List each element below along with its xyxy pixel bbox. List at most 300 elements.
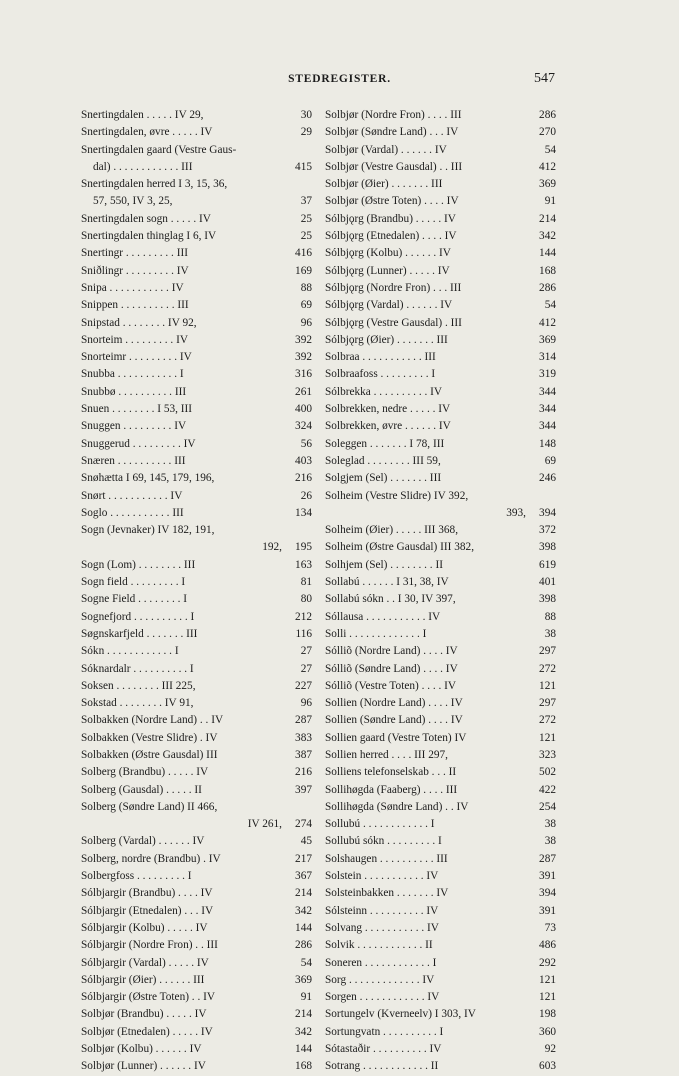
entry-text: Solbjør (Søndre Land) . . . IV [325, 126, 459, 139]
index-entry [81, 539, 312, 556]
index-entry [325, 418, 556, 435]
entry-text: Sólbjargir (Nordre Fron) . . III [81, 939, 218, 952]
entry-text: Sólbjargir (Vardal) . . . . . IV [81, 956, 209, 969]
entry-text: Sólbjǫrg (Vardal) . . . . . . IV [325, 299, 453, 312]
entry-page-ref: 286 [537, 107, 556, 124]
entry-text: Sollien (Søndre Land) . . . . IV [325, 714, 463, 727]
entry-text: Sniðlingr . . . . . . . . . IV [81, 264, 189, 277]
index-entry [81, 436, 312, 453]
entry-text: Sogn field . . . . . . . . . I [81, 576, 186, 589]
index-entry [81, 972, 312, 989]
entry-page-ref: 144 [293, 920, 312, 937]
entry-page-ref: 319 [537, 366, 556, 383]
index-entry [81, 989, 312, 1006]
entry-page-ref: 416 [293, 245, 312, 262]
index-entry [81, 505, 312, 522]
entry-text: Solberg (Vardal) . . . . . . IV [81, 835, 205, 848]
entry-page-ref: 29 [299, 124, 312, 141]
entry-text: Snorteim . . . . . . . . . IV [81, 333, 189, 346]
entry-text: Sorgen . . . . . . . . . . . . IV [325, 991, 440, 1004]
index-entry [325, 712, 556, 729]
index-entry [81, 695, 312, 712]
entry-text: Sollihøgda (Faaberg) . . . . III [325, 783, 458, 796]
index-entry [81, 678, 312, 695]
index-entry [325, 885, 556, 902]
entry-page-ref: 121 [537, 730, 556, 747]
index-entry [81, 868, 312, 885]
entry-page-ref: 314 [537, 349, 556, 366]
index-entry [81, 470, 312, 487]
index-entry [325, 799, 556, 816]
entry-text: Sollubú sókn . . . . . . . . . I [325, 835, 442, 848]
entry-text: Sólbjǫrg (Brandbu) . . . . . IV [325, 212, 456, 225]
entry-page-ref: 412 [537, 159, 556, 176]
index-entry [81, 349, 312, 366]
entry-page-ref: 37 [299, 193, 312, 210]
entry-text: Solheim (Vestre Slidre) IV 392, [325, 489, 469, 502]
entry-text: Solbergfoss . . . . . . . . . I [81, 870, 192, 883]
index-entry [325, 1006, 556, 1023]
index-entry [81, 332, 312, 349]
page-title: STEDREGISTER. [288, 73, 391, 85]
entry-text: Solbjør (Etnedalen) . . . . . IV [81, 1025, 213, 1038]
index-entry [81, 730, 312, 747]
entry-text: Solgjem (Sel) . . . . . . . III [325, 472, 442, 485]
entry-page-ref: 342 [293, 1024, 312, 1041]
entry-text: Sortungelv (Kverneelv) I 303, IV [325, 1008, 476, 1021]
entry-text: Snuen . . . . . . . . I 53, III [81, 403, 193, 416]
entry-text: Solbjør (Øier) . . . . . . . III [325, 178, 443, 191]
entry-text: Sólbjǫrg (Kolbu) . . . . . . IV [325, 247, 451, 260]
index-entry [325, 661, 556, 678]
index-entry [81, 488, 312, 505]
entry-text: Solberg (Gausdal) . . . . . II [81, 783, 202, 796]
entry-text: Solbakken (Østre Gausdal) III [81, 748, 218, 761]
entry-text: Søgnskarfjeld . . . . . . . III [81, 627, 198, 640]
index-entry [325, 782, 556, 799]
index-entry [81, 557, 312, 574]
index-entry [325, 263, 556, 280]
entry-text: Solberg, nordre (Brandbu) . IV [81, 852, 221, 865]
entry-text: Sognefjord . . . . . . . . . . I [81, 610, 195, 623]
entry-page-ref: 391 [537, 868, 556, 885]
entry-page-ref: 287 [537, 851, 556, 868]
index-entry [325, 903, 556, 920]
entry-page-ref: 344 [537, 418, 556, 435]
entry-page-ref: 342 [293, 903, 312, 920]
entry-text: Sólbjǫrg (Øier) . . . . . . . III [325, 333, 448, 346]
index-entry [325, 574, 556, 591]
entry-text: Snøhætta I 69, 145, 179, 196, [81, 472, 215, 485]
entry-page-ref: 38 [543, 816, 556, 833]
entry-text: Sólbjargir (Brandbu) . . . . IV [81, 887, 213, 900]
entry-page-ref: 323 [537, 747, 556, 764]
index-entry [81, 833, 312, 850]
entry-text: Solbjør (Kolbu) . . . . . . IV [81, 1043, 202, 1056]
entry-page-ref: 212 [293, 609, 312, 626]
entry-text: Solbakken (Vestre Slidre) . IV [81, 731, 218, 744]
entry-page-ref: 116 [293, 626, 312, 643]
entry-page-ref: 168 [537, 263, 556, 280]
index-entry [81, 591, 312, 608]
index-entry [81, 747, 312, 764]
index-entry [81, 124, 312, 141]
entry-text: Solbjør (Lunner) . . . . . . IV [81, 1060, 206, 1073]
entry-page-ref: 369 [537, 332, 556, 349]
entry-page-ref: 272 [537, 712, 556, 729]
entry-text: Solsteinbakken . . . . . . . IV [325, 887, 449, 900]
entry-text: Snippen . . . . . . . . . . III [81, 299, 189, 312]
entry-text: Snipa . . . . . . . . . . . IV [81, 281, 184, 294]
entry-text: Sokstad . . . . . . . . IV 91, [81, 697, 194, 710]
entry-page-ref: 121 [537, 972, 556, 989]
entry-page-ref: 270 [537, 124, 556, 141]
index-entry [325, 695, 556, 712]
entry-text: Solberg (Brandbu) . . . . . IV [81, 766, 209, 779]
index-entry [325, 280, 556, 297]
index-entry [81, 366, 312, 383]
index-entry [325, 955, 556, 972]
entry-page-ref: 412 [537, 315, 556, 332]
entry-page-ref: 274 [295, 818, 312, 831]
index-entry [325, 332, 556, 349]
index-entry [81, 522, 312, 539]
entry-page-ref: 69 [299, 297, 312, 314]
entry-page-ref: 400 [293, 401, 312, 418]
entry-text: Solheim (Øier) . . . . . III 368, [325, 524, 459, 537]
entry-text: Sollien (Nordre Land) . . . . IV [325, 697, 463, 710]
entry-page-ref: 286 [537, 280, 556, 297]
entry-page-ref: 502 [537, 764, 556, 781]
entry-page-ref: 148 [537, 436, 556, 453]
entry-text: Solberg (Søndre Land) II 466, [81, 800, 218, 813]
index-entry [325, 488, 556, 505]
entry-text: Soneren . . . . . . . . . . . . I [325, 956, 437, 969]
entry-text: Sólbjǫrg (Etnedalen) . . . . IV [325, 230, 457, 243]
entry-page-ref: 391 [537, 903, 556, 920]
entry-page-ref: 168 [293, 1058, 312, 1075]
entry-text: Sogne Field . . . . . . . . I [81, 593, 188, 606]
entry-page-ref: 367 [293, 868, 312, 885]
index-entry [325, 124, 556, 141]
index-entry [325, 868, 556, 885]
entry-text: Sólliõ (Nordre Land) . . . . IV [325, 645, 458, 658]
entry-page-ref: 398 [537, 591, 556, 608]
entry-text: Solbjør (Nordre Fron) . . . . III [325, 109, 462, 121]
entry-text: dal) . . . . . . . . . . . . III [93, 160, 193, 173]
entry-text: Snæren . . . . . . . . . . III [81, 454, 186, 467]
entry-text: Sollabú . . . . . . I 31, 38, IV [325, 576, 449, 589]
index-entry [325, 643, 556, 660]
entry-page-ref: 394 [539, 506, 556, 519]
entry-page-ref: 195 [295, 541, 312, 554]
index-entry [325, 176, 556, 193]
entry-page-ref: 394 [537, 885, 556, 902]
entry-page-ref: 227 [293, 678, 312, 695]
entry-text: Sóknardalr . . . . . . . . . . I [81, 662, 194, 675]
entry-text: Solbjør (Brandbu) . . . . . IV [81, 1008, 207, 1021]
index-entry [325, 937, 556, 954]
entry-text: Solshaugen . . . . . . . . . . III [325, 852, 448, 865]
entry-page-ref: 27 [299, 661, 312, 678]
index-entry [325, 401, 556, 418]
entry-page-ref: 27 [299, 643, 312, 660]
entry-page-ref: 216 [293, 764, 312, 781]
index-entry [81, 193, 312, 210]
index-entry [81, 401, 312, 418]
index-entry [325, 436, 556, 453]
index-entry [325, 228, 556, 245]
index-entry [325, 851, 556, 868]
entry-page-ref: 422 [537, 782, 556, 799]
index-entry [325, 539, 556, 556]
index-entry [81, 1024, 312, 1041]
entry-text: Solliens telefonselskab . . . II [325, 766, 457, 779]
index-entry [81, 453, 312, 470]
entry-text: Solbjør (Vardal) . . . . . . IV [325, 143, 447, 156]
entry-page-ref: 214 [293, 885, 312, 902]
index-entry [325, 470, 556, 487]
index-entry [81, 712, 312, 729]
index-entry [325, 107, 556, 124]
entry-text: Sótastaðir . . . . . . . . . . IV [325, 1043, 442, 1056]
entry-text: Solbraa . . . . . . . . . . . III [325, 351, 436, 364]
index-entry [325, 1058, 556, 1075]
index-entry [81, 142, 312, 159]
index-entry [325, 678, 556, 695]
entry-page-ref: 214 [537, 211, 556, 228]
index-entry [325, 1024, 556, 1041]
index-entry [325, 297, 556, 314]
index-entry [81, 315, 312, 332]
entry-text: Sókn . . . . . . . . . . . . I [81, 645, 179, 658]
entry-page-ref: 25 [299, 228, 312, 245]
index-entry [81, 816, 312, 833]
index-entry [81, 280, 312, 297]
index-entry [81, 955, 312, 972]
entry-text: Solbraafoss . . . . . . . . . I [325, 368, 436, 381]
index-entry [325, 816, 556, 833]
left-index-column [81, 107, 312, 1076]
index-entry [81, 782, 312, 799]
entry-page-ref: 214 [293, 1006, 312, 1023]
index-entry [325, 384, 556, 401]
index-entry [325, 245, 556, 262]
entry-text: Soksen . . . . . . . . III 225, [81, 679, 196, 692]
entry-page-ref: 217 [293, 851, 312, 868]
entry-page-ref: 38 [543, 626, 556, 643]
entry-text: 57, 550, IV 3, 25, [93, 195, 173, 208]
entry-page-ref: 342 [537, 228, 556, 245]
index-entry [325, 349, 556, 366]
index-entry [81, 609, 312, 626]
entry-page-ref: 403 [293, 453, 312, 470]
entry-page-ref: 316 [293, 366, 312, 383]
entry-page-ref: 121 [537, 989, 556, 1006]
entry-text: Snørt . . . . . . . . . . . IV [81, 489, 183, 502]
entry-page-ref: 163 [293, 557, 312, 574]
right-index-column [325, 107, 556, 1076]
entry-page-ref: 603 [537, 1058, 556, 1075]
entry-page-ref: 38 [543, 833, 556, 850]
entry-text: Solli . . . . . . . . . . . . . I [325, 627, 427, 640]
entry-page-ref: 415 [293, 159, 312, 176]
entry-text: Solheim (Østre Gausdal) III 382, [325, 541, 475, 554]
entry-page-ref: 272 [537, 661, 556, 678]
entry-page-ref: 392 [293, 332, 312, 349]
entry-page-ref: 69 [543, 453, 556, 470]
entry-page-ref: 144 [293, 1041, 312, 1058]
index-entry [81, 643, 312, 660]
entry-text: Solbakken (Nordre Land) . . IV [81, 714, 224, 727]
index-entry [325, 505, 556, 522]
entry-text: Solbrekken, nedre . . . . . IV [325, 403, 451, 416]
index-entry [325, 833, 556, 850]
entry-text: Sólsteinn . . . . . . . . . . IV [325, 904, 439, 917]
entry-page-ref: 216 [293, 470, 312, 487]
index-entry [81, 1041, 312, 1058]
index-entry [81, 661, 312, 678]
entry-page-ref: 169 [293, 263, 312, 280]
index-entry [81, 211, 312, 228]
index-entry [81, 159, 312, 176]
index-entry [325, 142, 556, 159]
page-number: 547 [534, 71, 555, 86]
entry-page-ref: 369 [293, 972, 312, 989]
entry-text: Sortungvatn . . . . . . . . . . I [325, 1025, 444, 1038]
entry-page-ref: 121 [537, 678, 556, 695]
index-entry [325, 609, 556, 626]
index-entry [81, 228, 312, 245]
entry-page-ref: 92 [543, 1041, 556, 1058]
entry-page-ref: 372 [537, 522, 556, 539]
entry-page-ref: 387 [293, 747, 312, 764]
entry-page-ref: 401 [537, 574, 556, 591]
entry-page-ref: 398 [537, 539, 556, 556]
entry-text: Sólbjargir (Kolbu) . . . . . IV [81, 921, 208, 934]
entry-text: Snertingdalen thinglag I 6, IV [81, 230, 217, 243]
entry-text: Sólliõ (Vestre Toten) . . . . IV [325, 679, 457, 692]
index-entry [81, 245, 312, 262]
index-entry [81, 384, 312, 401]
entry-text: Sogn (Jevnaker) IV 182, 191, [81, 524, 215, 537]
index-entry [81, 885, 312, 902]
entry-page-ref: 91 [543, 193, 556, 210]
index-entry [325, 989, 556, 1006]
entry-text: Sólliõ (Søndre Land) . . . . IV [325, 662, 458, 675]
entry-text: Soglo . . . . . . . . . . . III [81, 506, 184, 519]
entry-text: Soleglad . . . . . . . . III 59, [325, 454, 441, 467]
entry-page-ref: 254 [537, 799, 556, 816]
entry-page-ref: 287 [293, 712, 312, 729]
entry-text: Sólbjǫrg (Lunner) . . . . . IV [325, 264, 450, 277]
entry-text: IV 261, [247, 818, 282, 831]
entry-text: Snorteimr . . . . . . . . . IV [81, 351, 192, 364]
entry-text: Sollubú . . . . . . . . . . . . I [325, 818, 435, 831]
entry-text: Solbjør (Vestre Gausdal) . . III [325, 160, 463, 173]
index-entry [325, 453, 556, 470]
index-entry [81, 799, 312, 816]
entry-text: Sotrang . . . . . . . . . . . . II [325, 1060, 439, 1073]
entry-page-ref: 344 [537, 384, 556, 401]
index-entry [325, 730, 556, 747]
index-entry [325, 366, 556, 383]
entry-page-ref: 392 [293, 349, 312, 366]
index-entry [81, 574, 312, 591]
entry-page-ref: 56 [299, 436, 312, 453]
entry-page-ref: 30 [299, 107, 312, 124]
entry-text: Sollihøgda (Søndre Land) . . IV [325, 800, 469, 813]
index-entry [325, 1041, 556, 1058]
entry-text: 393, [506, 506, 526, 519]
entry-page-ref: 26 [299, 488, 312, 505]
entry-page-ref: 397 [293, 782, 312, 799]
entry-text: Sólbjǫrg (Nordre Fron) . . . III [325, 281, 462, 294]
entry-page-ref: 297 [537, 643, 556, 660]
entry-text: Solbrekken, øvre . . . . . . IV [325, 420, 451, 433]
entry-text: Soleggen . . . . . . . I 78, III [325, 437, 445, 450]
index-entry [81, 418, 312, 435]
index-entry [325, 591, 556, 608]
entry-text: Solhjem (Sel) . . . . . . . . II [325, 558, 443, 571]
entry-text: Solbjør (Østre Toten) . . . . IV [325, 195, 459, 208]
entry-text: Solstein . . . . . . . . . . . IV [325, 870, 439, 883]
entry-text: Snertingr . . . . . . . . . III [81, 247, 188, 260]
index-entry [81, 263, 312, 280]
entry-page-ref: 88 [543, 609, 556, 626]
index-entry [81, 903, 312, 920]
entry-page-ref: 96 [299, 695, 312, 712]
index-entry [325, 159, 556, 176]
index-entry [81, 176, 312, 193]
index-entry [81, 1006, 312, 1023]
entry-page-ref: 81 [299, 574, 312, 591]
entry-page-ref: 73 [543, 920, 556, 937]
entry-text: Solvang . . . . . . . . . . . IV [325, 921, 439, 934]
entry-text: Solvik . . . . . . . . . . . . II [325, 939, 433, 952]
entry-text: Sólbjǫrg (Vestre Gausdal) . III [325, 316, 462, 329]
entry-page-ref: 88 [299, 280, 312, 297]
index-entry [325, 920, 556, 937]
entry-text: 192, [262, 541, 282, 554]
entry-text: Sólbjargir (Etnedalen) . . . IV [81, 904, 214, 917]
entry-page-ref: 344 [537, 401, 556, 418]
entry-text: Snubbø . . . . . . . . . . III [81, 385, 187, 398]
entry-page-ref: 80 [299, 591, 312, 608]
entry-text: Sollabú sókn . . I 30, IV 397, [325, 593, 456, 606]
entry-page-ref: 96 [299, 315, 312, 332]
index-entry [81, 1058, 312, 1075]
entry-page-ref: 198 [537, 1006, 556, 1023]
index-entry [325, 522, 556, 539]
entry-page-ref: 54 [543, 142, 556, 159]
index-entry [325, 557, 556, 574]
entry-text: Snertingdalen . . . . . IV 29, [81, 109, 204, 121]
entry-text: Sólbrekka . . . . . . . . . . IV [325, 385, 443, 398]
entry-page-ref: 134 [293, 505, 312, 522]
index-entry [325, 972, 556, 989]
index-entry [81, 851, 312, 868]
entry-page-ref: 246 [537, 470, 556, 487]
index-entry [325, 764, 556, 781]
entry-text: Snertingdalen sogn . . . . . IV [81, 212, 211, 225]
index-entry [81, 937, 312, 954]
entry-page-ref: 261 [293, 384, 312, 401]
index-entry [325, 211, 556, 228]
entry-text: Sogn (Lom) . . . . . . . . III [81, 558, 196, 571]
entry-page-ref: 297 [537, 695, 556, 712]
entry-text: Snertingdalen herred I 3, 15, 36, [81, 178, 228, 191]
